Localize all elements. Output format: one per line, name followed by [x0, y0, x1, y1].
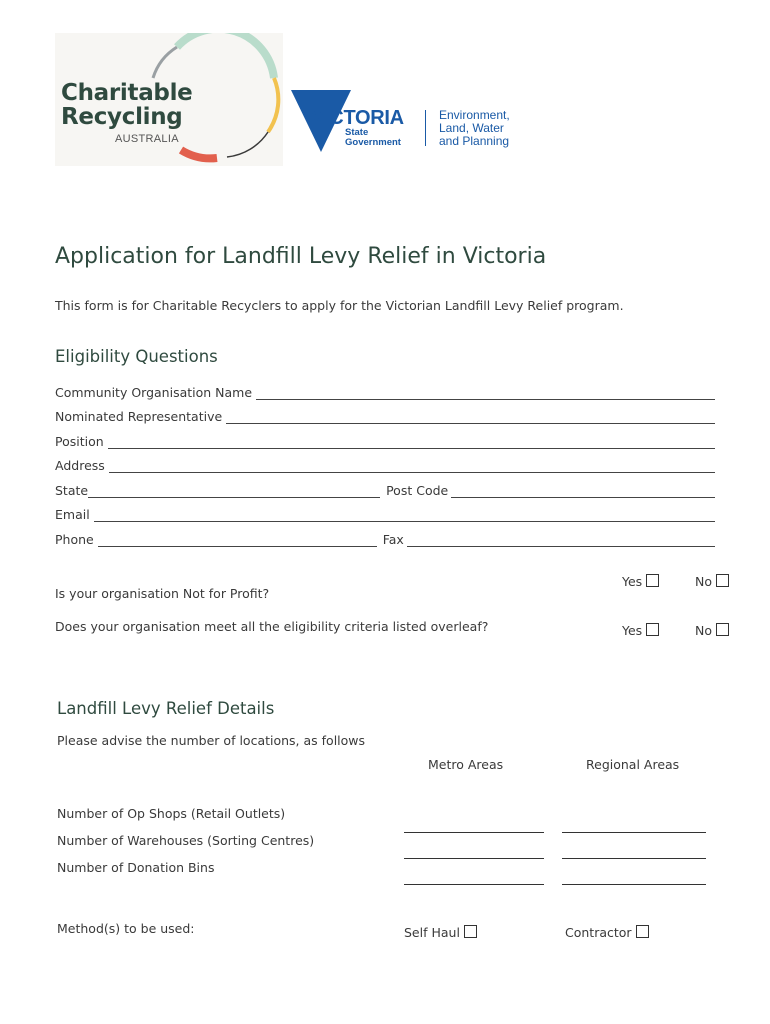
representative-field[interactable] [55, 406, 715, 424]
victoria-sub-government: Government [345, 137, 401, 148]
representative-label: Nominated Representative [55, 409, 223, 424]
q2-yes-label: Yes [622, 623, 643, 638]
bins-metro-input[interactable] [404, 884, 544, 885]
phone-label: Phone [55, 532, 94, 547]
address-field[interactable] [55, 455, 715, 473]
phone-line[interactable] [98, 532, 377, 547]
intro-text: This form is for Charitable Recyclers to apply for the Victorian Landfill Levy Relief program. [55, 298, 624, 313]
q1-no-checkbox[interactable] [716, 574, 729, 587]
q2-yes-checkbox[interactable] [646, 623, 659, 636]
q2-no-label: No [695, 623, 712, 638]
email-field[interactable] [55, 504, 715, 522]
page-title: Application for Landfill Levy Relief in Victoria [55, 244, 547, 269]
contractor-checkbox[interactable] [636, 925, 649, 938]
dept-line-3: and Planning [439, 134, 510, 148]
eligibility-heading: Eligibility Questions [55, 347, 218, 366]
q1-yes-label: Yes [622, 574, 643, 589]
state-line[interactable] [88, 483, 380, 498]
relief-heading: Landfill Levy Relief Details [57, 699, 275, 718]
postcode-label: Post Code [386, 483, 449, 498]
contractor-label: Contractor [565, 925, 632, 940]
position-label: Position [55, 434, 104, 449]
method-self-haul-option[interactable] [404, 925, 477, 940]
dept-line-1: Environment, [439, 108, 510, 122]
method-label: Method(s) to be used: [57, 921, 195, 936]
op-shops-regional-input[interactable] [562, 832, 706, 833]
dept-line-2: Land, Water [439, 121, 504, 135]
logo-divider [425, 110, 426, 146]
q2-no-checkbox[interactable] [716, 623, 729, 636]
state-label: State [55, 483, 89, 498]
fax-label: Fax [382, 532, 404, 547]
q1-no-option[interactable] [695, 574, 729, 589]
op-shops-metro-input[interactable] [404, 832, 544, 833]
victoria-sub-state: State [345, 127, 369, 138]
q1-no-label: No [695, 574, 712, 589]
charitable-recycling-logo [55, 33, 283, 166]
row-op-shops: Number of Op Shops (Retail Outlets) [57, 806, 286, 821]
phone-fax-field[interactable] [55, 529, 715, 547]
org-name-field[interactable] [55, 382, 715, 400]
question-eligibility-criteria: Does your organisation meet all the eligibility criteria listed overleaf? [55, 619, 489, 634]
email-line[interactable] [94, 507, 715, 522]
bins-regional-input[interactable] [562, 884, 706, 885]
position-field[interactable] [55, 431, 715, 449]
warehouses-metro-input[interactable] [404, 858, 544, 859]
logo-word-australia: AUSTRALIA [115, 133, 179, 145]
logo-word-recycling: Recycling [61, 104, 183, 130]
address-line[interactable] [109, 458, 715, 473]
victoria-government-logo [291, 88, 531, 154]
q1-yes-checkbox[interactable] [646, 574, 659, 587]
column-regional-areas: Regional Areas [586, 757, 680, 772]
address-label: Address [55, 458, 105, 473]
row-donation-bins: Number of Donation Bins [57, 860, 215, 875]
fax-line[interactable] [407, 532, 715, 547]
self-haul-checkbox[interactable] [464, 925, 477, 938]
q1-yes-option[interactable] [622, 574, 659, 589]
question-not-for-profit: Is your organisation Not for Profit? [55, 586, 270, 601]
org-name-label: Community Organisation Name [55, 385, 253, 400]
org-name-line[interactable] [256, 385, 715, 400]
postcode-line[interactable] [451, 483, 715, 498]
method-contractor-option[interactable] [565, 925, 649, 940]
representative-line[interactable] [226, 409, 715, 424]
warehouses-regional-input[interactable] [562, 858, 706, 859]
position-line[interactable] [108, 434, 715, 449]
self-haul-label: Self Haul [404, 925, 460, 940]
relief-instruction: Please advise the number of locations, as follows [57, 733, 366, 748]
column-metro-areas: Metro Areas [428, 757, 504, 772]
q2-no-option[interactable] [695, 623, 729, 638]
state-postcode-field[interactable] [55, 480, 715, 498]
email-label: Email [55, 507, 90, 522]
victoria-wordmark: VICTORIA [311, 107, 404, 129]
logo-word-charitable: Charitable [61, 80, 193, 106]
row-warehouses: Number of Warehouses (Sorting Centres) [57, 833, 315, 848]
q2-yes-option[interactable] [622, 623, 659, 638]
